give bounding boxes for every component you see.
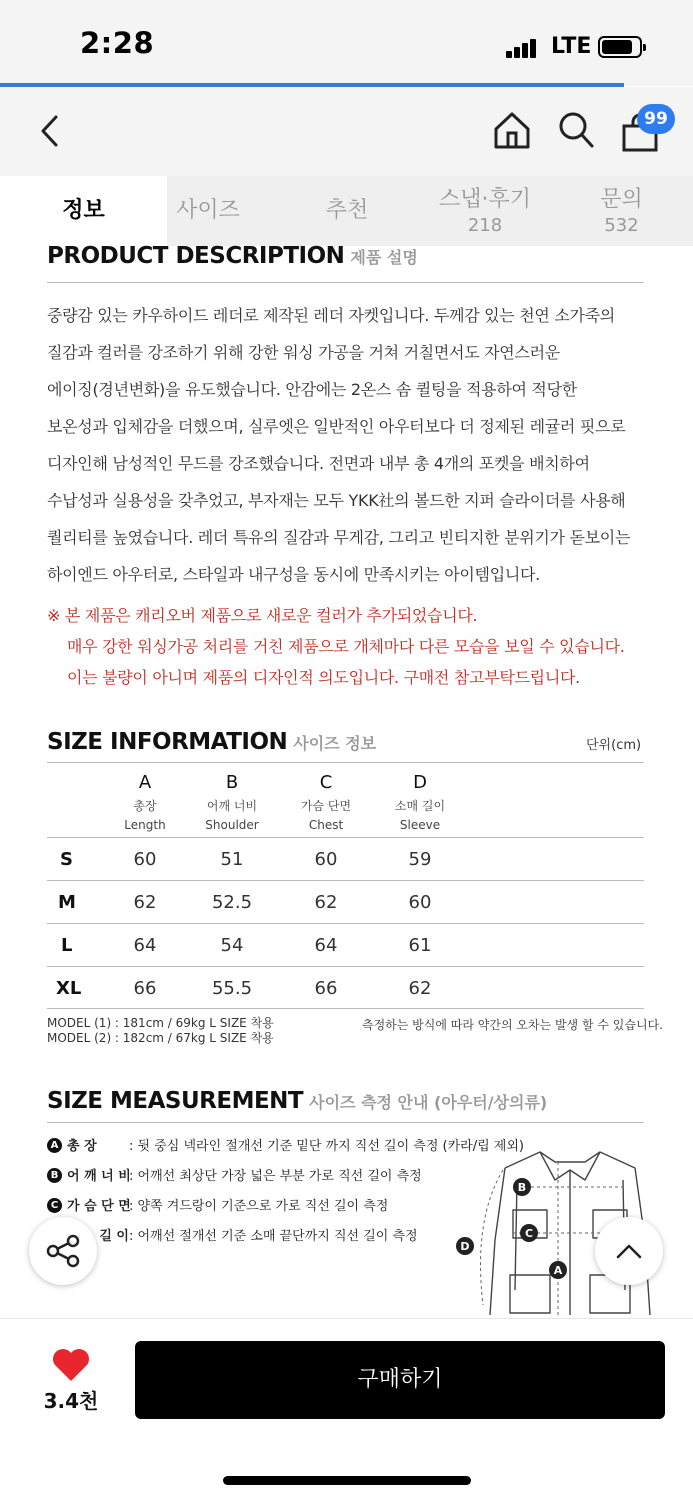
bottom-action-bar xyxy=(0,1318,693,1500)
jacket-badge-b: B xyxy=(517,1181,527,1194)
column-letter: B xyxy=(225,772,239,793)
measurement-title-text: SIZE MEASUREMENT xyxy=(47,1088,304,1114)
description-line: 질감과 컬러를 강조하기 위해 강한 워싱 가공을 거쳐 거칠면서도 자연스러운 xyxy=(47,343,560,362)
heart-icon[interactable] xyxy=(51,1347,91,1383)
model-line: MODEL (2) : 182cm / 67kg L SIZE 착용 xyxy=(47,1031,274,1045)
size-value: 61 xyxy=(408,935,432,956)
tab-count: 532 xyxy=(604,215,639,236)
measurement-title xyxy=(47,1088,547,1114)
home-icon[interactable] xyxy=(492,109,532,151)
measure-desc: : 양쪽 겨드랑이 기준으로 가로 직선 길이 측정 xyxy=(129,1199,389,1214)
column-eng: Chest xyxy=(308,818,344,832)
description-title xyxy=(47,243,418,269)
measure-desc: : 뒷 중심 넥라인 절개선 기준 밑단 까지 직선 길이 측정 (카라/립 제외) xyxy=(129,1139,524,1154)
tab-label: 정보 xyxy=(62,198,105,223)
measure-badge: A xyxy=(47,1138,62,1153)
table-bottom-rule xyxy=(47,1008,644,1009)
table-row xyxy=(47,880,644,923)
column-header-chest xyxy=(276,765,376,834)
divider xyxy=(47,762,644,763)
model-info xyxy=(47,1016,274,1046)
unit-label: 단위(cm) xyxy=(586,738,642,753)
size-value: 59 xyxy=(408,849,432,870)
status-time: 2:28 xyxy=(80,26,155,60)
measure-desc: : 어깨선 최상단 가장 넓은 부분 가로 직선 길이 측정 xyxy=(129,1169,422,1184)
description-line: 하이엔드 아우터로, 스타일과 내구성을 동시에 만족시키는 아이템입니다. xyxy=(47,565,540,584)
size-label: S xyxy=(60,849,73,870)
network-type: LTE xyxy=(551,34,592,59)
size-value: 62 xyxy=(408,978,432,999)
description-line: 퀄리티를 높였습니다. 레더 특유의 질감과 무게감, 그리고 빈티지한 분위기가 돋보이는 xyxy=(47,528,631,547)
size-value: 60 xyxy=(408,892,432,913)
measure-label: 어 깨 너 비 xyxy=(67,1169,131,1184)
battery-icon xyxy=(598,36,642,58)
back-icon[interactable] xyxy=(32,111,68,151)
measurement-subtitle: 사이즈 측정 안내 (아우터/상의류) xyxy=(309,1093,548,1112)
table-row xyxy=(47,837,644,880)
column-header-sleeve xyxy=(370,765,470,834)
status-bar xyxy=(0,0,693,86)
column-eng: Sleeve xyxy=(399,818,441,832)
description-title-text: PRODUCT DESCRIPTION xyxy=(47,243,345,269)
column-kor: 총장 xyxy=(133,799,157,813)
description-line: 수납성과 실용성을 갖추었고, 부자재는 모두 YKK社의 볼드한 지퍼 슬라이더를 사용해 xyxy=(47,491,626,510)
notice-line: ※ 본 제품은 캐리오버 제품으로 새로운 컬러가 추가되었습니다. xyxy=(47,606,478,625)
size-value: 62 xyxy=(314,892,338,913)
size-value: 64 xyxy=(314,935,338,956)
tab-label: 문의 xyxy=(600,187,643,212)
buy-button[interactable]: 구매하기 xyxy=(135,1341,665,1419)
jacket-badge-a: A xyxy=(553,1264,563,1277)
description-subtitle: 제품 설명 xyxy=(350,248,418,267)
size-info-title-text: SIZE INFORMATION xyxy=(47,729,288,755)
size-label: XL xyxy=(56,978,82,999)
column-header-shoulder xyxy=(182,765,282,834)
divider xyxy=(47,282,644,283)
jacket-badge-c: C xyxy=(524,1227,534,1240)
column-letter: A xyxy=(138,772,152,793)
tab-recommend[interactable] xyxy=(249,176,445,246)
notice-line: 이는 불량이 아니며 제품의 디자인적 의도입니다. 구매전 참고부탁드립니다. xyxy=(67,668,580,687)
measurement-item xyxy=(47,1132,524,1162)
measurement-item xyxy=(47,1162,527,1194)
measure-badge: B xyxy=(47,1168,62,1183)
tab-label: 스냅·후기 xyxy=(438,187,531,212)
size-value: 64 xyxy=(133,935,157,956)
column-header-length xyxy=(95,765,195,834)
measure-label: 총 장 xyxy=(67,1139,97,1154)
measure-desc: : 어깨선 절개선 기준 소매 끝단까지 직선 길이 측정 xyxy=(129,1229,418,1244)
tab-count: 218 xyxy=(467,215,503,236)
column-eng: Length xyxy=(124,818,166,832)
share-icon xyxy=(29,1217,97,1285)
tab-label: 사이즈 xyxy=(176,198,240,223)
scroll-top-button[interactable] xyxy=(595,1217,663,1285)
column-letter: D xyxy=(413,772,427,793)
like-count: 3.4천 xyxy=(43,1389,99,1413)
table-row xyxy=(47,966,644,1009)
table-row xyxy=(47,923,644,966)
size-label: M xyxy=(58,892,76,913)
size-value: 66 xyxy=(314,978,338,999)
size-value: 55.5 xyxy=(211,978,253,999)
product-tabs xyxy=(0,176,693,246)
size-value: 60 xyxy=(133,849,157,870)
measurement-item xyxy=(47,1222,524,1252)
search-icon[interactable] xyxy=(556,109,596,151)
column-kor: 소매 길이 xyxy=(394,799,446,813)
notice-line: 매우 강한 워싱가공 처리를 거친 제품으로 개체마다 다른 모습을 보일 수 있습니다. xyxy=(67,637,625,656)
signal-icon xyxy=(506,38,538,58)
divider xyxy=(47,1122,644,1123)
measurement-list xyxy=(47,1132,527,1252)
description-line: 에이징(경년변화)을 유도했습니다. 안감에는 2온스 솜 퀼팅을 적용하여 적당한 xyxy=(47,380,577,399)
column-kor: 어깨 너비 xyxy=(206,799,258,813)
home-indicator xyxy=(223,1476,471,1485)
description-line: 디자인해 남성적인 무드를 강조했습니다. 전면과 내부 총 4개의 포켓을 배치하여 xyxy=(47,454,590,473)
size-info-title xyxy=(47,729,376,755)
description-line: 보온성과 입체감을 더했으며, 실루엣은 일반적인 아우터보다 더 정제된 레귤러 핏으로 xyxy=(47,417,626,436)
description-body xyxy=(47,297,647,593)
size-value: 66 xyxy=(133,978,157,999)
tab-size[interactable] xyxy=(167,176,249,246)
column-kor: 가슴 단면 xyxy=(300,799,352,813)
tab-label: 추천 xyxy=(325,198,369,223)
description-line: 중량감 있는 카우하이드 레더로 제작된 레더 자켓입니다. 두께감 있는 천연 소가죽의 xyxy=(47,306,615,325)
notice-block xyxy=(47,600,647,693)
jacket-badge-d: D xyxy=(460,1240,470,1253)
size-value: 62 xyxy=(133,892,157,913)
tab-info[interactable] xyxy=(0,176,167,246)
share-button[interactable] xyxy=(29,1217,97,1285)
tab-inquiry[interactable] xyxy=(550,176,693,246)
tab-snap-review[interactable] xyxy=(420,176,550,246)
chevron-up-icon xyxy=(595,1217,663,1285)
top-nav xyxy=(0,87,693,176)
size-value: 60 xyxy=(314,849,338,870)
measurement-item xyxy=(47,1192,524,1222)
measure-badge: C xyxy=(47,1198,62,1213)
model-line: MODEL (1) : 181cm / 69kg L SIZE 착용 xyxy=(47,1016,274,1030)
measure-label: 길 이 xyxy=(99,1229,129,1244)
size-info-subtitle: 사이즈 정보 xyxy=(293,734,377,753)
column-letter: C xyxy=(319,772,333,793)
measurement-note: 측정하는 방식에 따라 약간의 오차는 발생 할 수 있습니다. xyxy=(362,1018,663,1032)
column-eng: Shoulder xyxy=(205,818,259,832)
size-value: 54 xyxy=(220,935,244,956)
size-value: 52.5 xyxy=(211,892,253,913)
size-value: 51 xyxy=(220,849,244,870)
measure-label: 가 슴 단 면 xyxy=(67,1199,131,1214)
size-label: L xyxy=(61,935,73,956)
cart-count-badge: 99 xyxy=(637,104,675,134)
